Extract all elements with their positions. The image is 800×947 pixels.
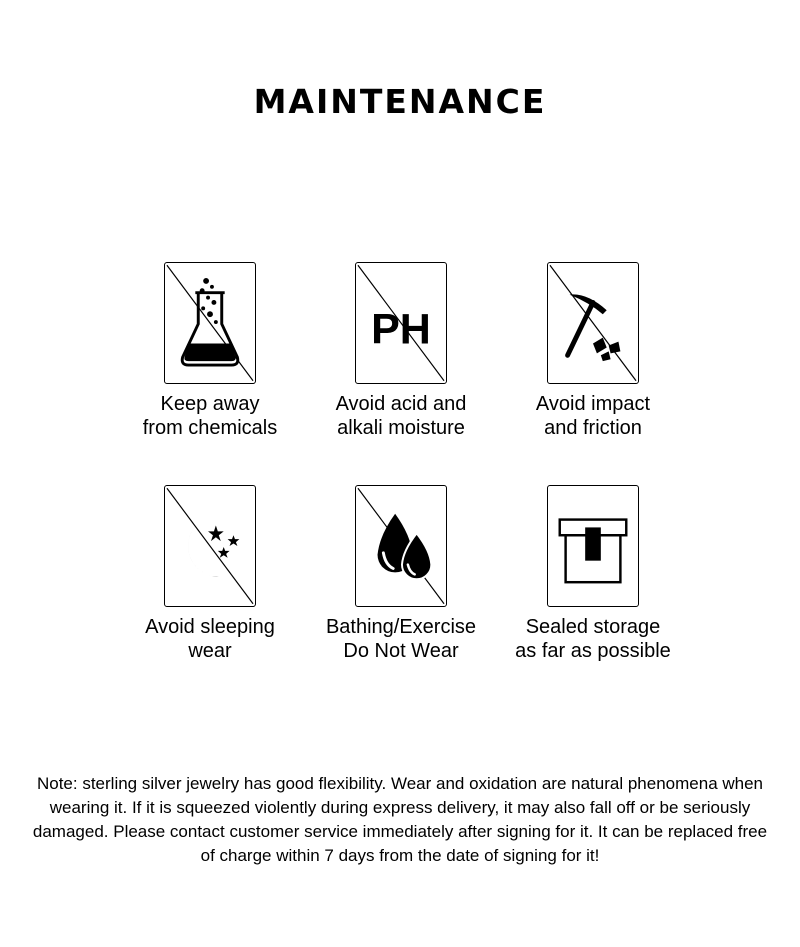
care-label-line1: Avoid acid and xyxy=(335,393,467,415)
care-label-line2: from chemicals xyxy=(142,417,278,439)
care-item-storage xyxy=(493,485,693,663)
care-label-line2: as far as possible xyxy=(515,640,671,662)
care-label-line1: Keep away xyxy=(160,393,260,415)
care-label-line1: Bathing/Exercise xyxy=(325,616,477,638)
care-label-line1: Sealed storage xyxy=(525,616,661,638)
care-item-chemicals xyxy=(110,262,310,440)
care-label-line1: Avoid impact xyxy=(535,393,651,415)
note-text: Note: sterling silver jewelry has good flexibility. Wear and oxidation are natural phenomena when wearing it. If it is squeezed violently during express delivery, it may also fall off or be seriously damaged. Please contact customer service immediately after signing for it. It can be replaced free of charge within 7 days from the date of signing for it! xyxy=(32,774,768,865)
water-drops-icon xyxy=(355,485,447,607)
care-label-line2: alkali moisture xyxy=(337,417,465,439)
care-item-bathing xyxy=(301,485,501,663)
care-label-line2: and friction xyxy=(544,417,642,439)
ph-icon xyxy=(355,262,447,384)
care-item-ph xyxy=(301,262,501,440)
care-label-line2: Do Not Wear xyxy=(343,640,459,662)
care-item-impact xyxy=(493,262,693,440)
care-item-sleeping xyxy=(110,485,310,663)
flask-icon xyxy=(164,262,256,384)
care-label-line2: wear xyxy=(188,640,232,662)
moon-stars-icon xyxy=(164,485,256,607)
care-label-line1: Avoid sleeping xyxy=(145,616,275,638)
sealed-box-icon xyxy=(547,485,639,607)
hammer-icon xyxy=(547,262,639,384)
page-title: MAINTENANCE xyxy=(253,82,547,121)
ph-glyph: PH xyxy=(371,305,431,354)
